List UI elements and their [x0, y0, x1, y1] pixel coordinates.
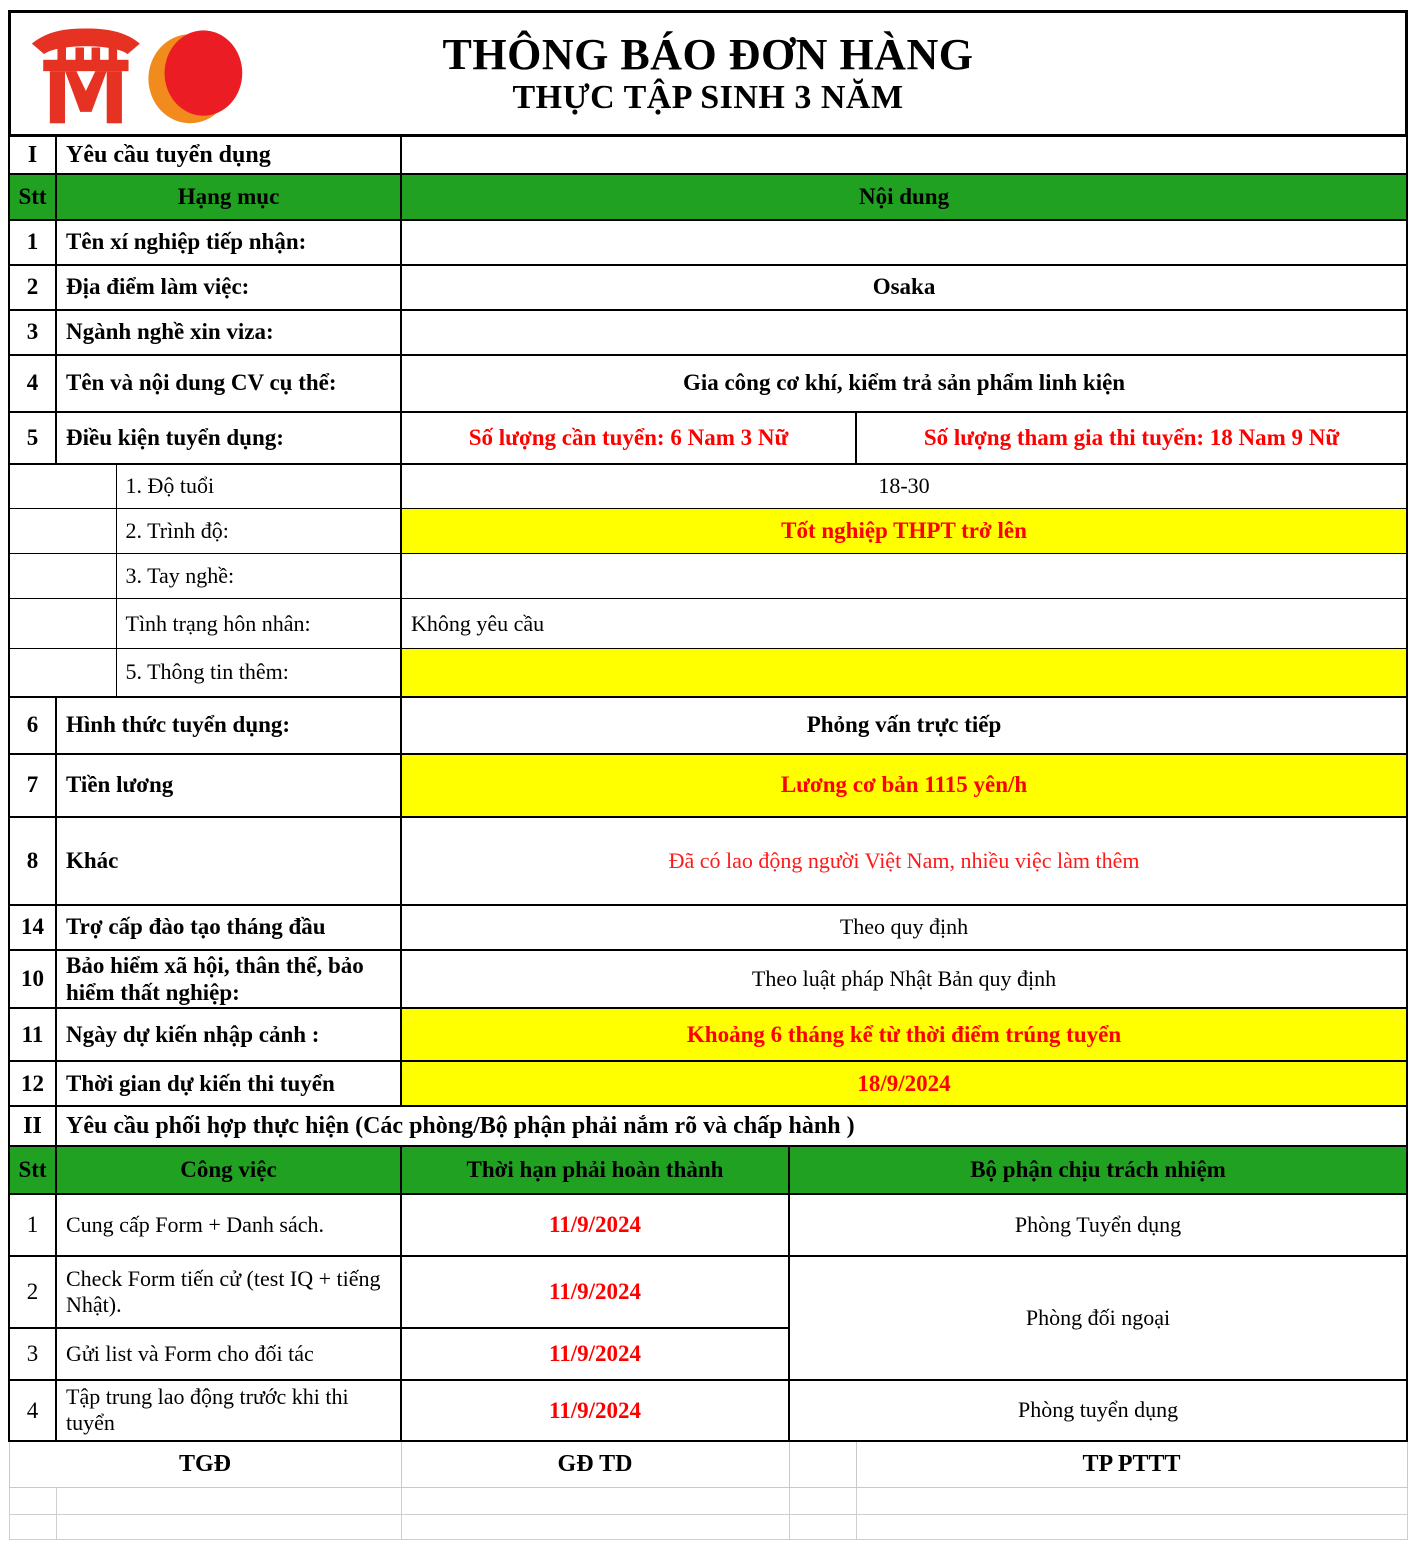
section1-heading-row — [9, 136, 1407, 174]
task-deadline: 11/9/2024 — [401, 1328, 789, 1380]
row-stt: 5 — [9, 412, 56, 464]
table-row-exam-date — [9, 1061, 1407, 1106]
row-value: Lương cơ bản 1115 yên/h — [401, 754, 1407, 817]
row-stt: 2 — [9, 265, 56, 310]
table-row-insurance — [9, 950, 1407, 1008]
empty-cell — [401, 1488, 789, 1515]
row-value: Đã có lao động người Việt Nam, nhiều việc làm thêm — [401, 817, 1407, 905]
table-row — [9, 310, 1407, 355]
row-label: Ngày dự kiến nhập cảnh : — [56, 1008, 401, 1061]
empty-cell — [856, 1488, 1407, 1515]
col-header-department: Bộ phận chịu trách nhiệm — [789, 1146, 1407, 1194]
row-stt: 3 — [9, 310, 56, 355]
row-stt: 1 — [9, 220, 56, 265]
col-header-stt: Stt — [9, 174, 56, 220]
section-index: I — [9, 136, 56, 174]
task-stt: 1 — [9, 1194, 56, 1256]
row-label: Ngành nghề xin viza: — [56, 310, 401, 355]
task-label: Gửi list và Form cho đối tác — [56, 1328, 401, 1380]
sub-row-skill — [9, 554, 1407, 599]
task-row — [9, 1380, 1407, 1441]
sub-value — [401, 554, 1407, 599]
row-stt: 12 — [9, 1061, 56, 1106]
task-department: Phòng Tuyển dụng — [789, 1194, 1407, 1256]
row-label: Địa điểm làm việc: — [56, 265, 401, 310]
table-row — [9, 697, 1407, 754]
row-stt: 11 — [9, 1008, 56, 1061]
task-deadline: 11/9/2024 — [401, 1380, 789, 1441]
candidate-quantity: Số lượng tham gia thi tuyển: 18 Nam 9 Nữ — [856, 412, 1407, 464]
sub-row-education — [9, 509, 1407, 554]
order-table — [8, 134, 1408, 1540]
task-row — [9, 1256, 1407, 1328]
row-label: Tên và nội dung CV cụ thể: — [56, 355, 401, 412]
title-block — [11, 13, 1405, 134]
task-label: Cung cấp Form + Danh sách. — [56, 1194, 401, 1256]
row-label: Điều kiện tuyển dụng: — [56, 412, 401, 464]
empty-cell — [56, 1515, 401, 1540]
sub-label: 2. Trình độ: — [116, 509, 401, 554]
row-value: Osaka — [401, 265, 1407, 310]
indent-cell — [9, 464, 116, 509]
table-row — [9, 220, 1407, 265]
empty-cell — [789, 1515, 856, 1540]
col-header-content: Nội dung — [401, 174, 1407, 220]
empty-cell — [56, 1488, 401, 1515]
row-value: Theo quy định — [401, 905, 1407, 950]
row-value — [401, 310, 1407, 355]
empty-cell — [9, 1488, 56, 1515]
row-stt: 10 — [9, 950, 56, 1008]
table-row-other — [9, 817, 1407, 905]
task-stt: 4 — [9, 1380, 56, 1441]
sub-row-extra-info — [9, 649, 1407, 697]
signature-row — [9, 1441, 1407, 1488]
task-stt: 3 — [9, 1328, 56, 1380]
indent-cell — [9, 554, 116, 599]
sub-label: 5. Thông tin thêm: — [116, 649, 401, 697]
row-value: Phỏng vấn trực tiếp — [401, 697, 1407, 754]
empty-cell — [856, 1515, 1407, 1540]
row-stt: 7 — [9, 754, 56, 817]
indent-cell — [9, 599, 116, 649]
task-department: Phòng đối ngoại — [789, 1256, 1407, 1380]
sub-value: 18-30 — [401, 464, 1407, 509]
task-label: Check Form tiến cử (test IQ + tiếng Nhật). — [56, 1256, 401, 1328]
row-label: Tiền lương — [56, 754, 401, 817]
indent-cell — [9, 649, 116, 697]
task-row — [9, 1194, 1407, 1256]
sub-row-age — [9, 464, 1407, 509]
signature-tgd: TGĐ — [9, 1441, 401, 1488]
section2-heading: Yêu cầu phối hợp thực hiện (Các phòng/Bộ phận phải nắm rõ và chấp hành ) — [56, 1106, 1407, 1146]
row-value: 18/9/2024 — [401, 1061, 1407, 1106]
row-label: Bảo hiểm xã hội, thân thể, bảo hiểm thất nghiệp: — [56, 950, 401, 1008]
indent-cell — [9, 509, 116, 554]
empty-grid-row — [9, 1488, 1407, 1515]
section1-heading: Yêu cầu tuyển dụng — [56, 136, 401, 174]
row-label: Tên xí nghiệp tiếp nhận: — [56, 220, 401, 265]
sub-label: Tình trạng hôn nhân: — [116, 599, 401, 649]
table-row — [9, 905, 1407, 950]
sub-value: Không yêu cầu — [401, 599, 1407, 649]
section2-heading-row — [9, 1106, 1407, 1146]
document-header — [8, 10, 1408, 134]
signature-gdtd: GĐ TD — [401, 1441, 789, 1488]
sub-label: 1. Độ tuổi — [116, 464, 401, 509]
empty-cell — [9, 1515, 56, 1540]
table1-header-row — [9, 174, 1407, 220]
row-label: Thời gian dự kiến thi tuyển — [56, 1061, 401, 1106]
empty-cell — [789, 1441, 856, 1488]
row-stt: 6 — [9, 697, 56, 754]
task-deadline: 11/9/2024 — [401, 1256, 789, 1328]
row-stt: 8 — [9, 817, 56, 905]
col-header-stt: Stt — [9, 1146, 56, 1194]
col-header-deadline: Thời hạn phải hoàn thành — [401, 1146, 789, 1194]
task-stt: 2 — [9, 1256, 56, 1328]
document-sheet — [8, 10, 1408, 1540]
table-row-entry-date — [9, 1008, 1407, 1061]
section-index: II — [9, 1106, 56, 1146]
row-value: Theo luật pháp Nhật Bản quy định — [401, 950, 1407, 1008]
sub-value: Tốt nghiệp THPT trở lên — [401, 509, 1407, 554]
row-value: Gia công cơ khí, kiểm trả sản phẩm linh kiện — [401, 355, 1407, 412]
table2-header-row — [9, 1146, 1407, 1194]
row-value: Khoảng 6 tháng kể từ thời điểm trúng tuyển — [401, 1008, 1407, 1061]
empty-cell — [401, 136, 1407, 174]
table-row — [9, 355, 1407, 412]
empty-grid-row — [9, 1515, 1407, 1540]
document-subtitle: THỰC TẬP SINH 3 NĂM — [512, 79, 904, 116]
document-title: THÔNG BÁO ĐƠN HÀNG — [442, 29, 974, 79]
col-header-category: Hạng mục — [56, 174, 401, 220]
sub-label: 3. Tay nghề: — [116, 554, 401, 599]
recruit-quantity: Số lượng cần tuyển: 6 Nam 3 Nữ — [401, 412, 856, 464]
empty-cell — [401, 1515, 789, 1540]
col-header-task: Công việc — [56, 1146, 401, 1194]
sub-row-marital — [9, 599, 1407, 649]
signature-tppttt: TP PTTT — [856, 1441, 1407, 1488]
row-label: Trợ cấp đào tạo tháng đầu — [56, 905, 401, 950]
table-row-recruit-condition — [9, 412, 1407, 464]
table-row — [9, 265, 1407, 310]
row-stt: 4 — [9, 355, 56, 412]
row-stt: 14 — [9, 905, 56, 950]
row-value — [401, 220, 1407, 265]
task-deadline: 11/9/2024 — [401, 1194, 789, 1256]
task-label: Tập trung lao động trước khi thi tuyển — [56, 1380, 401, 1441]
table-row-salary — [9, 754, 1407, 817]
task-department: Phòng tuyển dụng — [789, 1380, 1407, 1441]
empty-cell — [789, 1488, 856, 1515]
row-label: Hình thức tuyển dụng: — [56, 697, 401, 754]
sub-value — [401, 649, 1407, 697]
row-label: Khác — [56, 817, 401, 905]
